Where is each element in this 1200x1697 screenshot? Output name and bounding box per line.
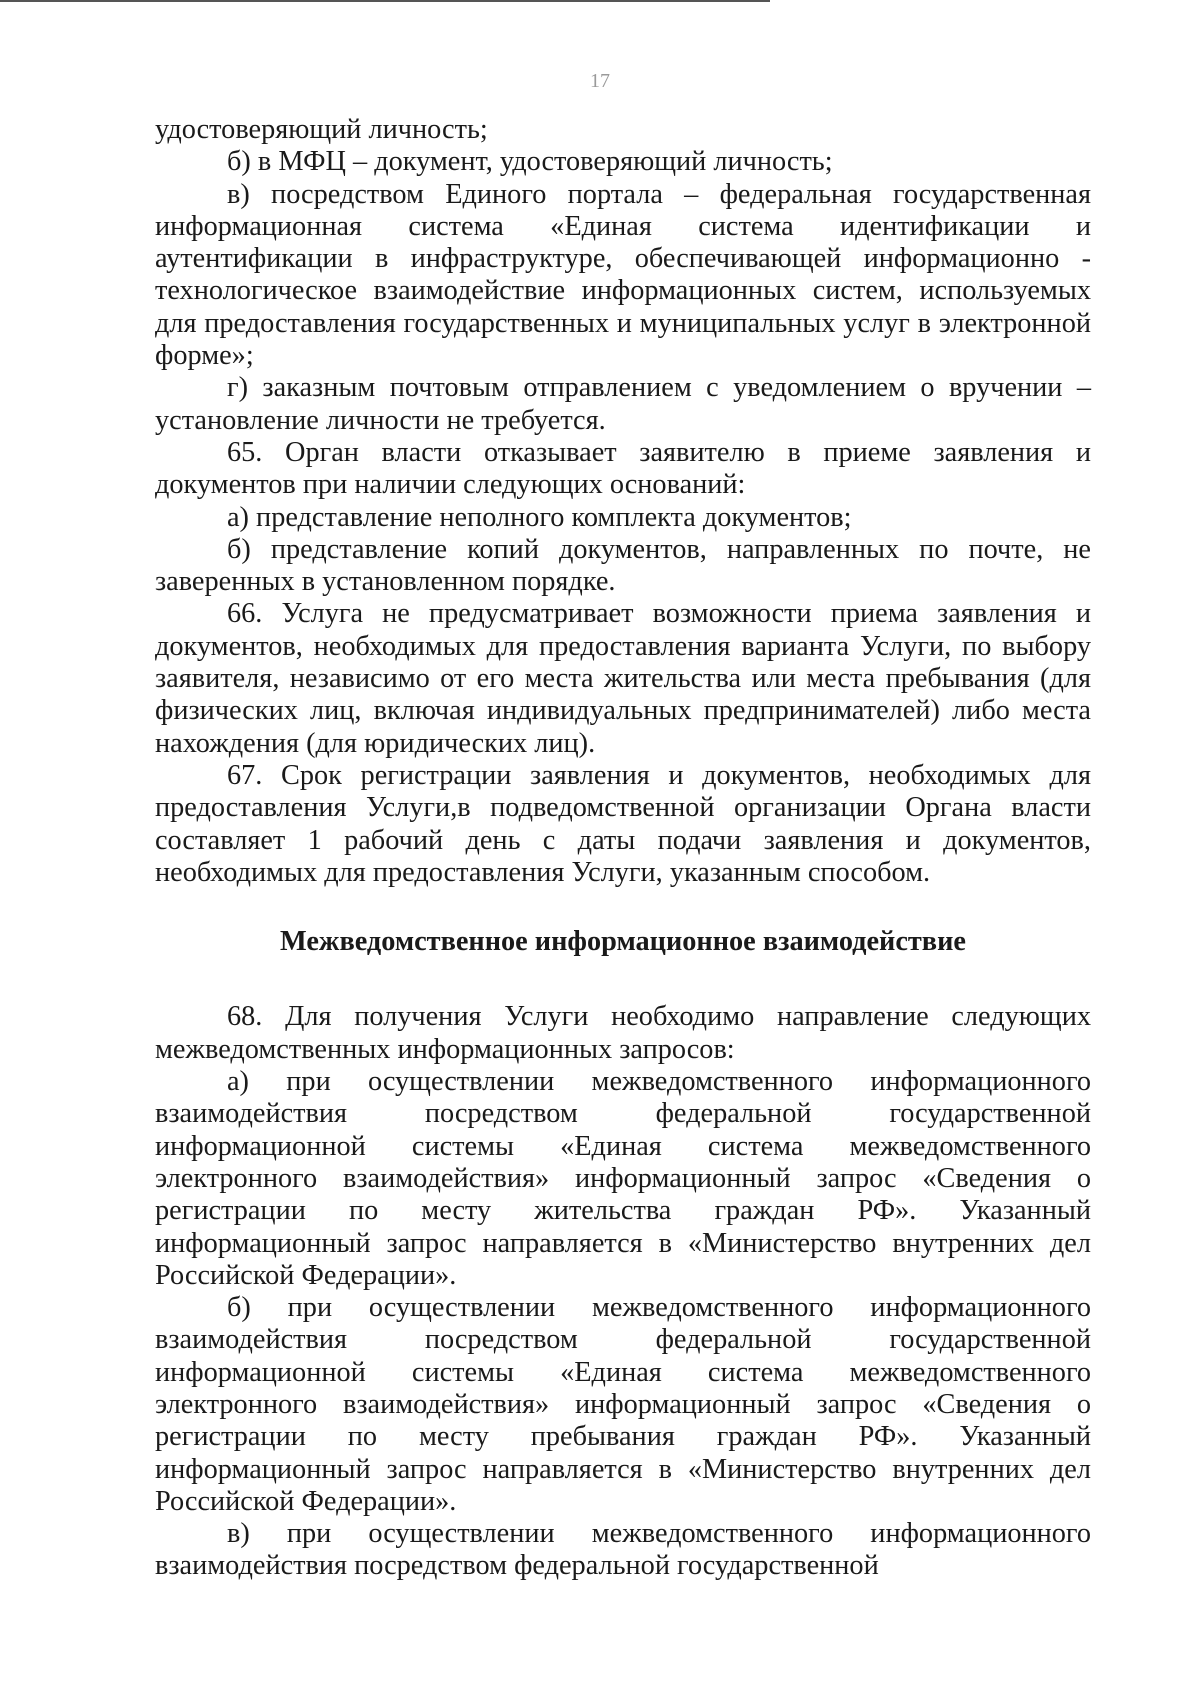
paragraph-65: 65. Орган власти отказывает заявителю в приеме заявления и документов при наличии следующих оснований: xyxy=(155,436,1091,501)
paragraph-68-v: в) при осуществлении межведомственного информационного взаимодействия посредством федеральной государственной xyxy=(155,1518,1091,1582)
section-heading: Межведомственное информационное взаимодействие xyxy=(280,926,966,958)
paragraph-67: 67. Срок регистрации заявления и документов, необходимых для предоставления Услуги,в подведомственной организации Органа власти составляет 1 рабочий день с даты подачи заявления и документов, необходимых для предоставления Услуги, указанным способом. xyxy=(155,759,1091,888)
paragraph-registered-mail: г) заказным почтовым отправлением с уведомлением о вручении – установление личности не требуется. xyxy=(155,372,1091,436)
paragraph-68: 68. Для получения Услуги необходимо направление следующих межведомственных информационных запросов: xyxy=(155,1001,1091,1065)
document-body xyxy=(155,114,1091,1583)
paragraph-68-b: б) при осуществлении межведомственного информационного взаимодействия посредством федеральной государственной информационной системы «Единая система межведомственного электронного взаимодействия» информационный запрос «Сведения о регистрации по месту пребывания граждан РФ». Указанный информационный запрос направляется в «Министерство внутренних дел Российской Федерации». xyxy=(155,1292,1091,1517)
top-border-line xyxy=(0,0,770,2)
paragraph-mfc: б) в МФЦ – документ, удостоверяющий личность; xyxy=(227,146,833,178)
paragraph-unified-portal: в) посредством Единого портала – федеральная государственная информационная система «Единая система идентификации и аутентификации в инфраструктуре, обеспечивающей информационно - технологическое взаимодействие информационных систем, используемых для предоставления государственных и муниципальных услуг в электронной форме»; xyxy=(155,178,1091,372)
paragraph-68-a: а) при осуществлении межведомственного информационного взаимодействия посредством федеральной государственной информационной системы «Единая система межведомственного электронного взаимодействия» информационный запрос «Сведения о регистрации по месту жительства граждан РФ». Указанный информационный запрос направляется в «Министерство внутренних дел Российской Федерации». xyxy=(155,1066,1091,1291)
paragraph-id-document-end: удостоверяющий личность; xyxy=(155,114,488,145)
paragraph-66: 66. Услуга не предусматривает возможности приема заявления и документов, необходимых для предоставления варианта Услуги, по выбору заявителя, независимо от его места жительства или места пребывания (для физических лиц, включая индивидуальных предпринимателей) либо места нахождения (для юридических лиц). xyxy=(155,598,1091,759)
paragraph-65-a: а) представление неполного комплекта документов; xyxy=(227,501,852,533)
paragraph-65-b: б) представление копий документов, направленных по почте, не заверенных в установленном порядке. xyxy=(155,533,1091,598)
page-number: 17 xyxy=(590,70,610,92)
